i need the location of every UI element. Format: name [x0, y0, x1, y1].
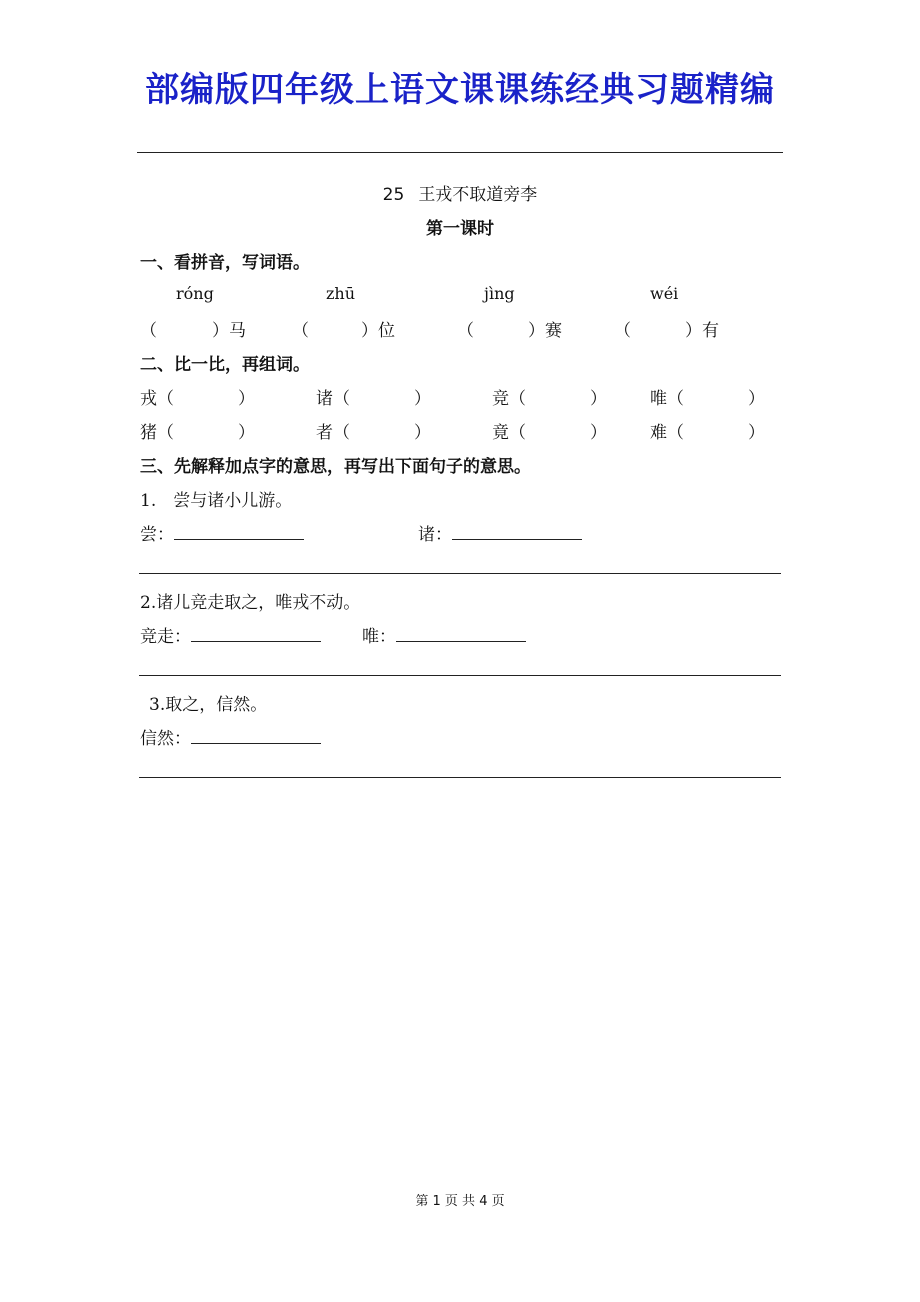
answer-line-2[interactable]: [139, 675, 781, 676]
pinyin-3: jìng: [484, 284, 515, 303]
compare-close-2: ）: [414, 389, 431, 409]
compare-char-3: 竞（: [492, 389, 526, 409]
answer-line-1[interactable]: [139, 573, 781, 574]
word-label: 唯：: [362, 627, 396, 647]
question-2-sentence: 2.诸儿竞走取之，唯戎不动。: [140, 593, 361, 613]
question-2-word-1: [140, 621, 321, 647]
word-label: 诸：: [418, 525, 452, 545]
answer-blank[interactable]: [452, 519, 582, 540]
blank-word-4: ）有: [685, 321, 719, 341]
question-1-word-1: [140, 519, 304, 545]
compare-char-1: 戎（: [140, 389, 174, 409]
blank-open-4: （: [614, 321, 631, 341]
compare-char-7: 竟（: [492, 423, 526, 443]
section-1-heading: 一、看拼音，写词语。: [140, 253, 310, 273]
compare-char-2: 诸（: [316, 389, 350, 409]
lesson-title: [0, 180, 920, 205]
blank-word-1: ）马: [212, 321, 246, 341]
document-title: 部编版四年级上语文课课练经典习题精编: [145, 70, 775, 110]
compare-close-4: ）: [748, 389, 765, 409]
compare-char-5: 猪（: [140, 423, 174, 443]
word-label: 信然：: [140, 729, 191, 749]
question-3-sentence: 3.取之，信然。: [149, 695, 268, 715]
compare-close-7: ）: [590, 423, 607, 443]
answer-blank[interactable]: [191, 621, 321, 642]
compare-close-5: ）: [238, 423, 255, 443]
title-divider: [137, 152, 783, 153]
pinyin-4: wéi: [650, 284, 679, 303]
answer-blank[interactable]: [191, 723, 321, 744]
word-label: 尝：: [140, 525, 174, 545]
question-1-word-2: [418, 519, 582, 545]
question-1-sentence: 1. 尝与诸小儿游。: [140, 491, 293, 511]
pinyin-2: zhū: [326, 284, 356, 303]
blank-open-2: （: [292, 321, 309, 341]
compare-char-4: 唯（: [650, 389, 684, 409]
blank-open-3: （: [457, 321, 474, 341]
answer-line-3[interactable]: [139, 777, 781, 778]
compare-close-8: ）: [748, 423, 765, 443]
blank-open-1: （: [140, 321, 157, 341]
compare-close-3: ）: [590, 389, 607, 409]
compare-close-6: ）: [414, 423, 431, 443]
answer-blank[interactable]: [396, 621, 526, 642]
blank-word-3: ）赛: [528, 321, 562, 341]
question-3-word-1: [140, 723, 321, 749]
section-3-heading: 三、先解释加点字的意思，再写出下面句子的意思。: [140, 457, 531, 477]
question-2-word-2: [362, 621, 526, 647]
lesson-number: 25: [382, 185, 405, 205]
compare-close-1: ）: [238, 389, 255, 409]
page-footer: 第 1 页 共 4 页: [415, 1194, 505, 1209]
compare-char-8: 难（: [650, 423, 684, 443]
blank-word-2: ）位: [361, 321, 395, 341]
compare-char-6: 者（: [316, 423, 350, 443]
lesson-name: 王戎不取道旁李: [418, 185, 538, 205]
section-2-heading: 二、比一比，再组词。: [140, 355, 310, 375]
answer-blank[interactable]: [174, 519, 304, 540]
lesson-period: 第一课时: [426, 219, 494, 239]
pinyin-1: róng: [176, 284, 214, 303]
word-label: 竞走：: [140, 627, 191, 647]
